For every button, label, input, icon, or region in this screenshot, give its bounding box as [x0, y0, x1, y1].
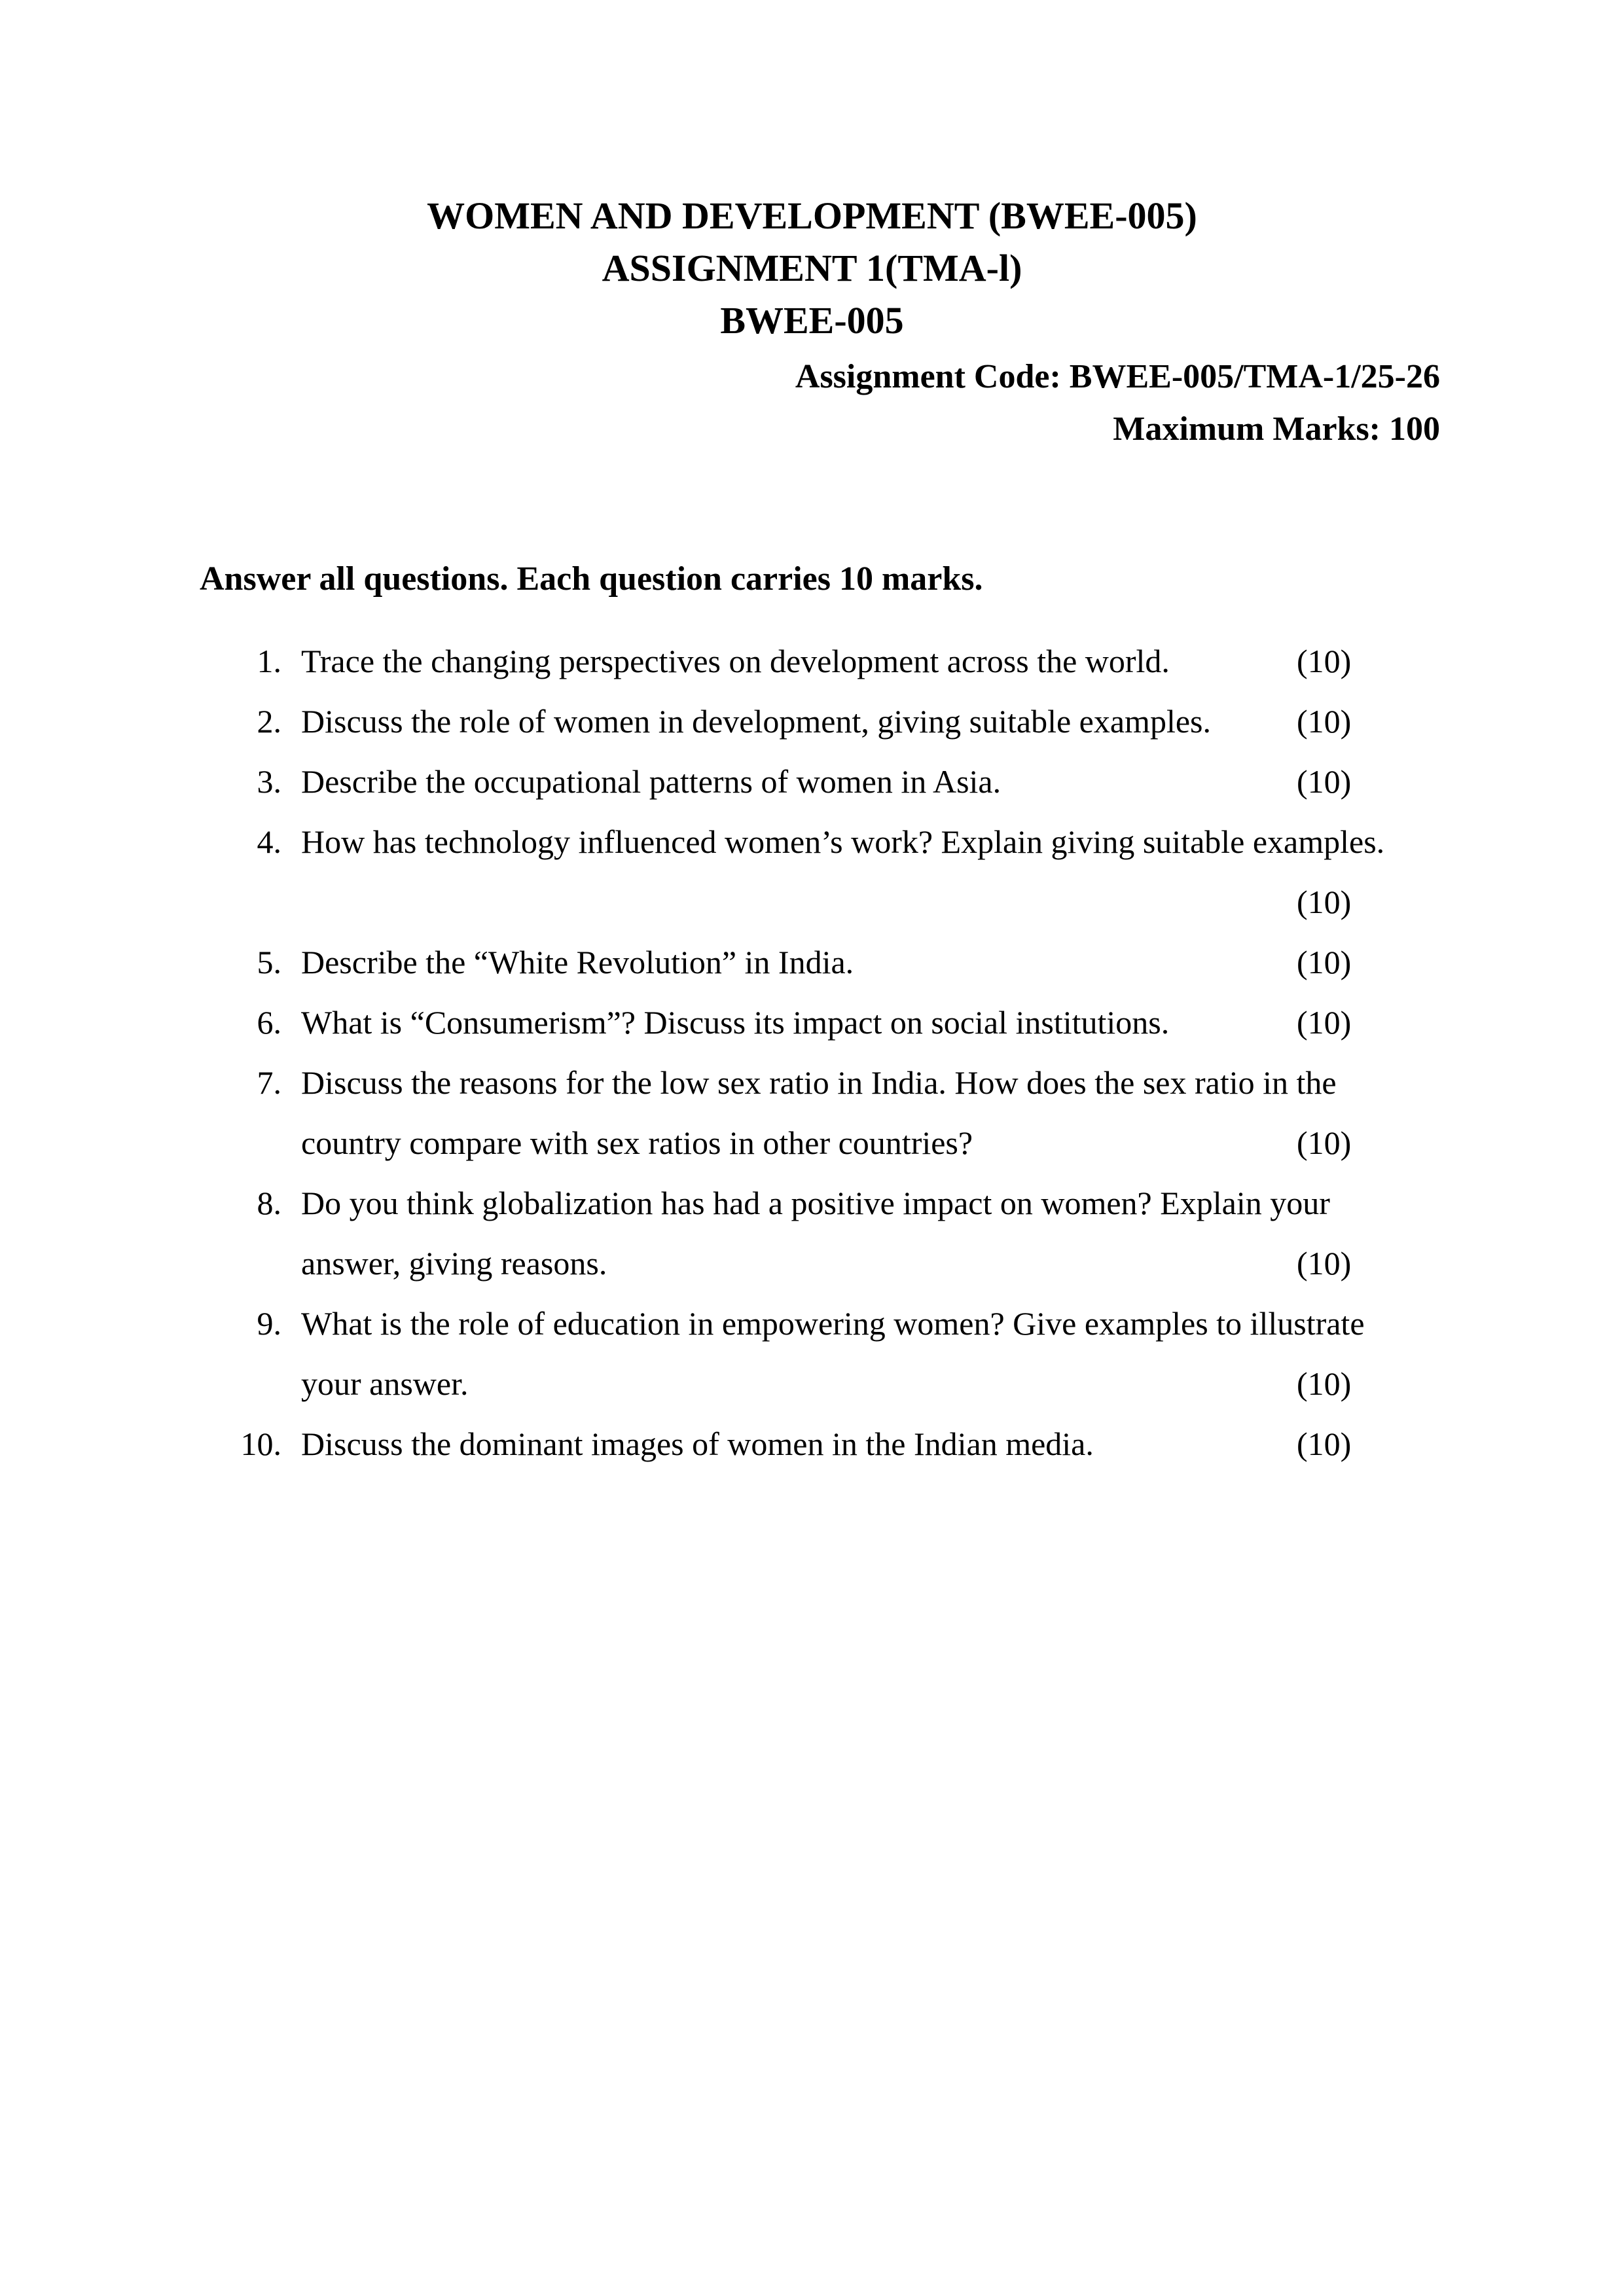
question-line [232, 1052, 1493, 1113]
question-marks: (10) [1297, 763, 1352, 800]
meta-block [0, 351, 1624, 456]
question-item [232, 812, 1493, 932]
question-line [232, 751, 1493, 812]
question-number: 3. [257, 763, 281, 800]
question-line [232, 631, 1493, 691]
question-item [232, 1173, 1493, 1293]
question-text: Do you think globalization has had a positive impact on women? Explain your [301, 1185, 1330, 1221]
title-line-3: BWEE-005 [720, 299, 904, 342]
question-line [232, 932, 1493, 992]
title-line-2: ASSIGNMENT 1(TMA-l) [602, 247, 1022, 289]
question-text: How has technology influenced women’s work? Explain giving suitable examples. [301, 823, 1385, 860]
question-item [232, 751, 1493, 812]
question-line [232, 1233, 1493, 1293]
question-line [232, 691, 1493, 751]
question-number: 1. [257, 643, 281, 679]
question-marks: (10) [1297, 1365, 1352, 1402]
question-line [232, 1293, 1493, 1354]
question-text: your answer. [301, 1365, 469, 1402]
title-block [0, 190, 1624, 347]
question-number: 6. [257, 1004, 281, 1041]
question-marks: (10) [1297, 944, 1352, 980]
instruction-line: Answer all questions. Each question carries 10 marks. [200, 560, 983, 598]
question-line [232, 872, 1493, 932]
question-marks: (10) [1297, 1004, 1352, 1041]
question-number: 10. [240, 1426, 281, 1462]
question-line [232, 1173, 1493, 1233]
question-text: Discuss the dominant images of women in the Indian media. [301, 1426, 1094, 1462]
question-text: Describe the “White Revolution” in India. [301, 944, 854, 980]
question-number: 2. [257, 703, 281, 740]
question-text: What is “Consumerism”? Discuss its impact on social institutions. [301, 1004, 1170, 1041]
question-list [232, 631, 1493, 1474]
question-text: Describe the occupational patterns of women in Asia. [301, 763, 1001, 800]
question-item [232, 691, 1493, 751]
question-number: 7. [257, 1064, 281, 1101]
question-item [232, 1293, 1493, 1414]
question-line [232, 1354, 1493, 1414]
question-item [232, 1052, 1493, 1173]
question-number: 4. [257, 823, 281, 860]
question-marks: (10) [1297, 1426, 1352, 1462]
question-marks: (10) [1297, 1124, 1352, 1161]
question-item [232, 932, 1493, 992]
question-text: Discuss the role of women in development, giving suitable examples. [301, 703, 1211, 740]
question-marks: (10) [1297, 703, 1352, 740]
maximum-marks: Maximum Marks: 100 [1113, 410, 1440, 448]
title-line-1: WOMEN AND DEVELOPMENT (BWEE-005) [427, 194, 1197, 237]
question-number: 8. [257, 1185, 281, 1221]
question-text: Discuss the reasons for the low sex ratio in India. How does the sex ratio in the [301, 1064, 1337, 1101]
question-item [232, 631, 1493, 691]
assignment-code: Assignment Code: BWEE-005/TMA-1/25-26 [795, 358, 1440, 395]
question-line [232, 992, 1493, 1052]
question-text: answer, giving reasons. [301, 1245, 607, 1282]
question-item [232, 1414, 1493, 1474]
question-item [232, 992, 1493, 1052]
question-text: What is the role of education in empowering women? Give examples to illustrate [301, 1305, 1365, 1342]
question-marks: (10) [1297, 643, 1352, 679]
question-line [232, 1414, 1493, 1474]
question-line [232, 1113, 1493, 1173]
question-number: 9. [257, 1305, 281, 1342]
question-marks: (10) [1297, 884, 1352, 920]
question-marks: (10) [1297, 1245, 1352, 1282]
question-line [232, 812, 1493, 872]
question-text: country compare with sex ratios in other countries? [301, 1124, 973, 1161]
question-text: Trace the changing perspectives on development across the world. [301, 643, 1170, 679]
question-number: 5. [257, 944, 281, 980]
